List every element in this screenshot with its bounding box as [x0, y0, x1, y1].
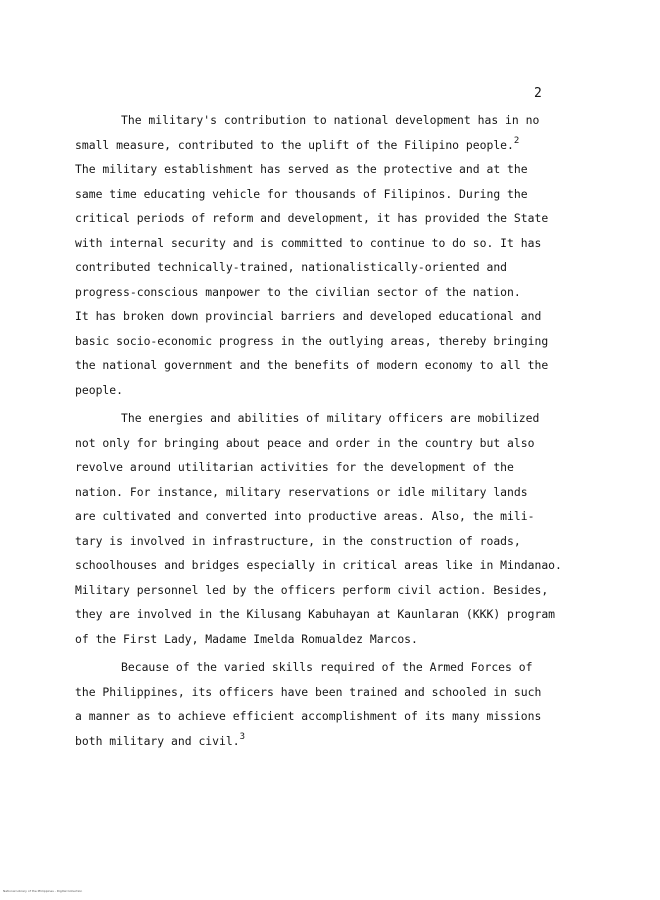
text-line: basic socio-economic progress in the outlying areas, thereby bringing: [75, 333, 549, 348]
text-line: [75, 729, 575, 754]
page-number: 2: [534, 86, 542, 101]
text-line: Military personnel led by the officers perform civil action. Besides,: [75, 582, 549, 597]
text-line: The military establishment has served as the protective and at the: [75, 162, 528, 176]
text-line: It has broken down provincial barriers and developed educational and: [75, 309, 542, 323]
footer-microtext: National Library of the Philippines - Digital Collection: [3, 889, 83, 893]
text-line: are cultivated and converted into productive areas. Also, the mili-: [75, 509, 535, 523]
text-line: schoolhouses and bridges especially in critical areas like in Mindanao.: [75, 558, 562, 572]
text-line: The energies and abilities of military officers are mobilized: [121, 411, 540, 425]
text-line: revolve around utilitarian activities for the development of the: [75, 460, 514, 474]
text-line: they are involved in the Kilusang Kabuhayan at Kaunlaran (KKK) program: [75, 607, 556, 621]
text-line-content: small measure, contributed to the uplift of the Filipino people.: [75, 137, 514, 152]
text-line: critical periods of reform and development, it has provided the State: [75, 211, 549, 225]
text-line: the national government and the benefits of modern economy to all the: [75, 358, 549, 372]
text-line: The military's contribution to national development has in no: [121, 113, 540, 127]
text-line: nation. For instance, military reservations or idle military lands: [75, 484, 528, 499]
text-line: same time educating vehicle for thousands of Filipinos. During the: [75, 186, 528, 201]
text-line: the Philippines, its officers have been trained and schooled in such: [75, 684, 542, 699]
text-line: progress-conscious manpower to the civilian sector of the nation.: [75, 284, 521, 299]
text-line: with internal security and is committed to continue to do so. It has: [75, 235, 542, 250]
text-line: a manner as to achieve efficient accomplishment of its many missions: [75, 709, 542, 723]
footnote-ref-3: 3: [239, 731, 246, 742]
text-line: Because of the varied skills required of the Armed Forces of: [121, 660, 533, 674]
text-line: people.: [75, 382, 124, 397]
text-line: tary is involved in infrastructure, in the construction of roads,: [75, 533, 521, 548]
text-line: not only for bringing about peace and order in the country but also: [75, 435, 535, 450]
footnote-ref-2: 2: [513, 135, 520, 146]
text-line: [75, 133, 575, 158]
paragraph-2: [75, 406, 575, 651]
text-line: contributed technically-trained, nationalistically-oriented and: [75, 260, 508, 274]
paragraph-1: [75, 108, 575, 402]
body-text: [75, 108, 575, 753]
text-line-content: both military and civil.: [75, 733, 240, 748]
paragraph-3: [75, 655, 575, 753]
text-line: of the First Lady, Madame Imelda Romualdez Marcos.: [75, 631, 418, 646]
